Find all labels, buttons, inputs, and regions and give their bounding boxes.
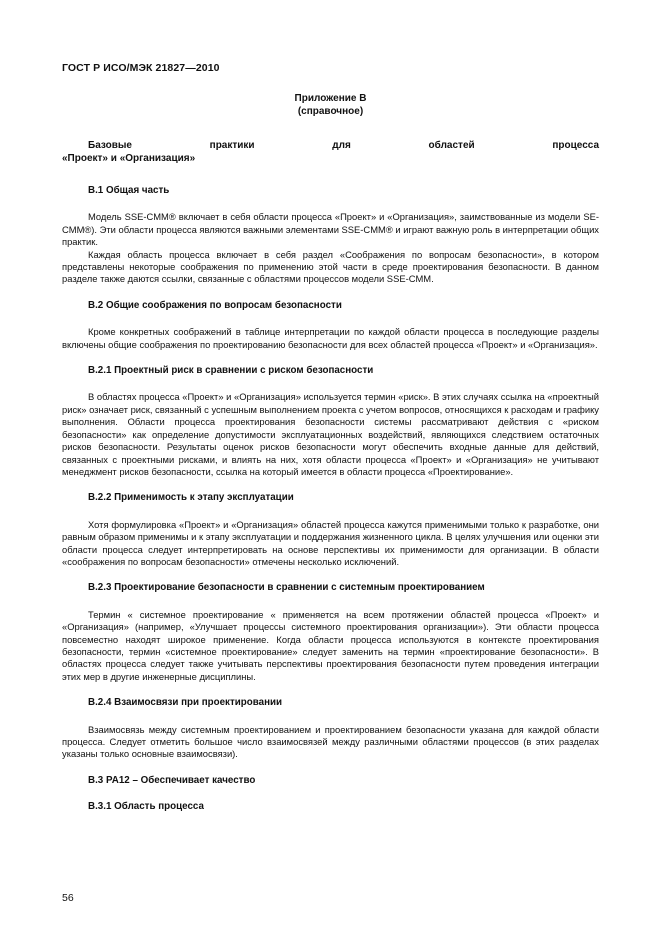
title-word: процесса: [552, 140, 599, 151]
standard-header: ГОСТ Р ИСО/МЭК 21827—2010: [62, 62, 220, 74]
section-heading-b2: В.2 Общие соображения по вопросам безопасности: [88, 299, 342, 311]
paragraph: Хотя формулировка «Проект» и «Организация» областей процесса кажутся применимыми только к разработке, они равным образом применимы и к этапу эксплуатации и поддержания жизненного цикла. В целях улучшения или оценки эти области процесса следует интерпретировать на основе перспективы их применимости для организации. В области «соображения по вопросам безопасности» отмечены несколько исключений.: [62, 518, 599, 567]
title-line-2: «Проект» и «Организация»: [62, 152, 196, 164]
paragraph: В областях процесса «Проект» и «Организация» используется термин «риск». В этих случаях ссылка на «проектный риск» означает риск, связанный с успешным выполнением проекта с учетом вопросов, относящихся к расходам и графику выполнения. Области процесса проектирования безопасности системы рассматривают действия с «риском безопасности» как определение допустимости эксплуатационных воздействий, являющихся следствием остаточных рисков безопасности. Результаты оценок рисков безопасности могут обеспечить входные данные для действий, связанных с проектными рисками, и влиять на них, хотя области процесса «Проект» и «Организация» не учитывают менеджмент рисков безопасности, ссылка на который имеется в области процесса «Проектирование».: [62, 391, 599, 477]
paragraph: Кроме конкретных соображений в таблице интерпретации по каждой области процесса в последующие разделы включены общие соображения по проектированию безопасности для всех областей процесса «Проект» и «Организация».: [62, 326, 599, 350]
section-heading-b21: В.2.1 Проектный риск в сравнении с риском безопасности: [88, 365, 374, 377]
title-word: практики: [209, 140, 255, 151]
spacer: [62, 351, 599, 365]
section-heading-b3: В.3 PA12 – Обеспечивает качество: [88, 774, 256, 786]
paragraph: Модель SSE-CMM® включает в себя области процесса «Проект» и «Организация», заимствованные из модели SE-CMM®). Эти области процесса являются важными элементами SSE-CMM® и играют важную роль в интерпретации общих практик.: [62, 211, 599, 248]
appendix-heading: [62, 92, 599, 118]
paragraph: Взаимосвязь между системным проектированием и проектированием безопасности указана для каждой области процесса. Следует отметить большое число взаимосвязей между различными областями процессов (в этих разделах указаны только основные взаимосвязи).: [62, 723, 599, 760]
title-word: для: [332, 140, 351, 151]
appendix-title: Приложение В: [294, 93, 367, 104]
appendix-type: (справочное): [297, 106, 364, 117]
section-heading-b23: В.2.3 Проектирование безопасности в сравнении с системным проектированием: [88, 582, 485, 594]
page-number: 56: [62, 892, 74, 904]
title-word: областей: [428, 140, 475, 151]
spacer: [62, 568, 599, 582]
title-word: Базовые: [88, 140, 132, 151]
section-heading-b31: В.3.1 Область процесса: [88, 801, 204, 813]
spacer: [62, 761, 599, 775]
spacer: [62, 683, 599, 697]
document-body: [62, 140, 599, 828]
spacer: [62, 478, 599, 492]
section-heading-b22: В.2.2 Применимость к этапу эксплуатации: [88, 492, 294, 504]
title-line-1: [62, 140, 599, 153]
document-title: [62, 140, 599, 165]
section-heading-b24: В.2.4 Взаимосвязи при проектировании: [88, 697, 283, 709]
spacer: [62, 286, 599, 300]
paragraph: Термин « системное проектирование « применяется на всем протяжении областей процесса «Проект» и «Организация» (например, «Улучшает процессы системного проектирования организации»). Эти области процесса повсеместно находят широкое применение. Когда области процесса используются в контексте проектирования безопасности, термин «системное проектирование» следует заменить на термин «проектирование безопасности». В областях процесса следует также учитывать перспективы проектирования безопасности путем проведения интеграции этих мер в другие инженерные дисциплины.: [62, 608, 599, 682]
paragraph: Каждая область процесса включает в себя раздел «Соображения по вопросам безопасности», в котором представлены некоторые соображения по применению этой части в среде проектирования безопасности. В данном разделе также даются ссылки, связанные с областями процессов модели SSE-CMM.: [62, 248, 599, 285]
section-heading-b1: В.1 Общая часть: [88, 185, 170, 196]
